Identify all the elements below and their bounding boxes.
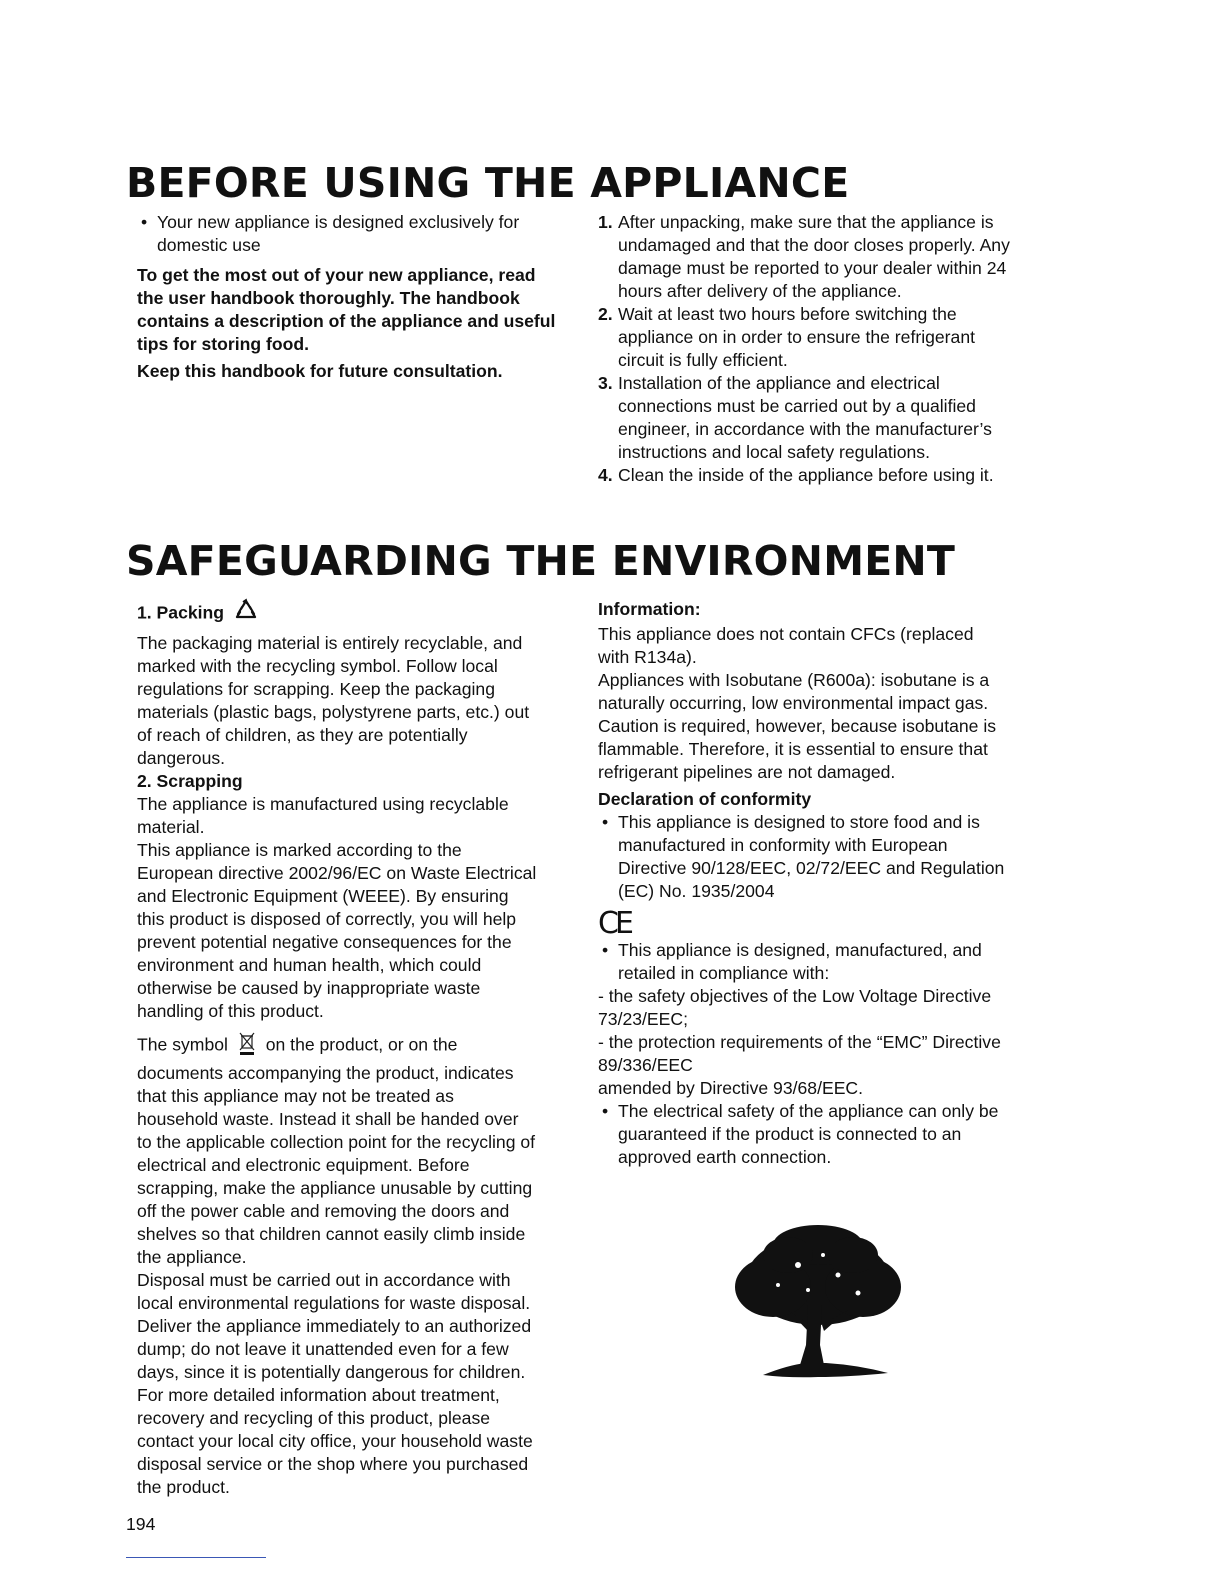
- packing-heading: [137, 598, 537, 630]
- recycle-icon: [233, 598, 259, 630]
- information-cfc-text: This appliance does not contain CFCs (replaced with R134a).: [598, 624, 974, 667]
- step-item: [598, 303, 1018, 372]
- step-item: [598, 211, 1018, 303]
- step-text: Installation of the appliance and electrical connections must be carried out by a qualified engineer, in accordance with the manufacturer’s instructions and local safety regulations.: [618, 373, 992, 462]
- information-isobutane-text: Appliances with Isobutane (R600a): isobutane is a naturally occurring, low environmental impact gas. Caution is required, however, because isobutane is flammable. Therefore, it is essential to ensure that refrigerant pipelines are not damaged.: [598, 670, 997, 782]
- section-title-safeguarding: SAFEGUARDING THE ENVIRONMENT: [126, 537, 956, 585]
- domestic-use-bullet: • Your new appliance is designed exclusively for domestic use: [137, 211, 557, 257]
- section-title-before-using: BEFORE USING THE APPLIANCE: [126, 159, 850, 207]
- weee-text: This appliance is marked according to the European directive 2002/96/EC on Waste Electrical and Electronic Equipment (WEEE). By ensuring this product is disposed of correctly, you will help prevent potential negative consequences for the environment and human health, which could otherwise be caused by inappropriate waste handling of this product.: [137, 840, 537, 1021]
- before-using-left-column: [137, 211, 557, 383]
- disposal-text: Disposal must be carried out in accordance with local environmental regulations for waste disposal. Deliver the appliance immediately to an authorized dump; do not leave it unattended even for a few days, since it is potentially dangerous for children. For more detailed information about treatment, recovery and recycling of this product, please contact your local city office, your household waste disposal service or the shop where you purchased the product.: [137, 1270, 533, 1497]
- keep-handbook-note: Keep this handbook for future consultation.: [137, 361, 503, 381]
- step-text: After unpacking, make sure that the appliance is undamaged and that the door closes properly. Any damage must be reported to your dealer within 24 hours after delivery of the appliance.: [618, 212, 1010, 301]
- step-item: [598, 372, 1018, 464]
- electrical-safety-bullet: • The electrical safety of the appliance can only be guaranteed if the product is connected to an approved earth connection.: [598, 1100, 1008, 1169]
- step-item: [598, 464, 1018, 487]
- before-using-steps: [598, 211, 1018, 487]
- step-number: 2.: [598, 304, 613, 324]
- scrapping-text: The appliance is manufactured using recyclable material.: [137, 794, 509, 837]
- ce-mark: CE: [598, 906, 630, 941]
- symbol-post-text: on the product, or on the documents accompanying the product, indicates that this appliance may not be treated as household waste. Instead it shall be handed over to the applicable collection point for the recycling of electrical and electronic equipment. Before scrapping, make the appliance unusable by cutting off the power cable and removing the doors and shelves so that children cannot easily climb inside the appliance.: [137, 1034, 536, 1267]
- weee-symbol-paragraph: [137, 1030, 537, 1269]
- step-number: 4.: [598, 465, 613, 485]
- emc-line: - the protection requirements of the “EMC” Directive 89/336/EEC: [598, 1032, 1001, 1075]
- footer-divider: [126, 1557, 266, 1558]
- packing-text: The packaging material is entirely recyclable, and marked with the recycling symbol. Follow local regulations for scrapping. Keep the packaging materials (plastic bags, polystyrene parts, etc.) out of reach of children, as they are potentially dangerous.: [137, 633, 530, 768]
- amended-line: amended by Directive 93/68/EEC.: [598, 1078, 864, 1098]
- packing-heading-text: 1. Packing: [137, 602, 225, 623]
- page-number: 194: [126, 1514, 156, 1534]
- read-handbook-paragraph: To get the most out of your new appliance, read the user handbook thoroughly. The handbook contains a description of the appliance and useful tips for storing food.: [137, 265, 556, 354]
- step-text: Wait at least two hours before switching the appliance on in order to ensure the refrigerant circuit is fully efficient.: [618, 304, 975, 370]
- information-heading: Information:: [598, 599, 701, 619]
- declaration-food-bullet: • This appliance is designed to store food and is manufactured in conformity with European Directive 90/128/EEC, 02/72/EEC and Regulation (EC) No. 1935/2004: [598, 811, 1008, 903]
- step-number: 1.: [598, 212, 613, 232]
- compliance-bullet: • This appliance is designed, manufactured, and retailed in compliance with:: [598, 939, 1008, 985]
- step-text: Clean the inside of the appliance before using it.: [618, 465, 994, 485]
- scrapping-heading: 2. Scrapping: [137, 771, 243, 791]
- step-number: 3.: [598, 373, 613, 393]
- crossed-bin-icon: [237, 1030, 257, 1062]
- tree-illustration: [728, 1225, 908, 1390]
- environment-right-column: [598, 598, 1008, 1169]
- declaration-heading: Declaration of conformity: [598, 789, 812, 809]
- symbol-pre-text: The symbol: [137, 1034, 228, 1055]
- environment-left-column: [137, 598, 537, 1499]
- low-voltage-line: - the safety objectives of the Low Voltage Directive 73/23/EEC;: [598, 986, 992, 1029]
